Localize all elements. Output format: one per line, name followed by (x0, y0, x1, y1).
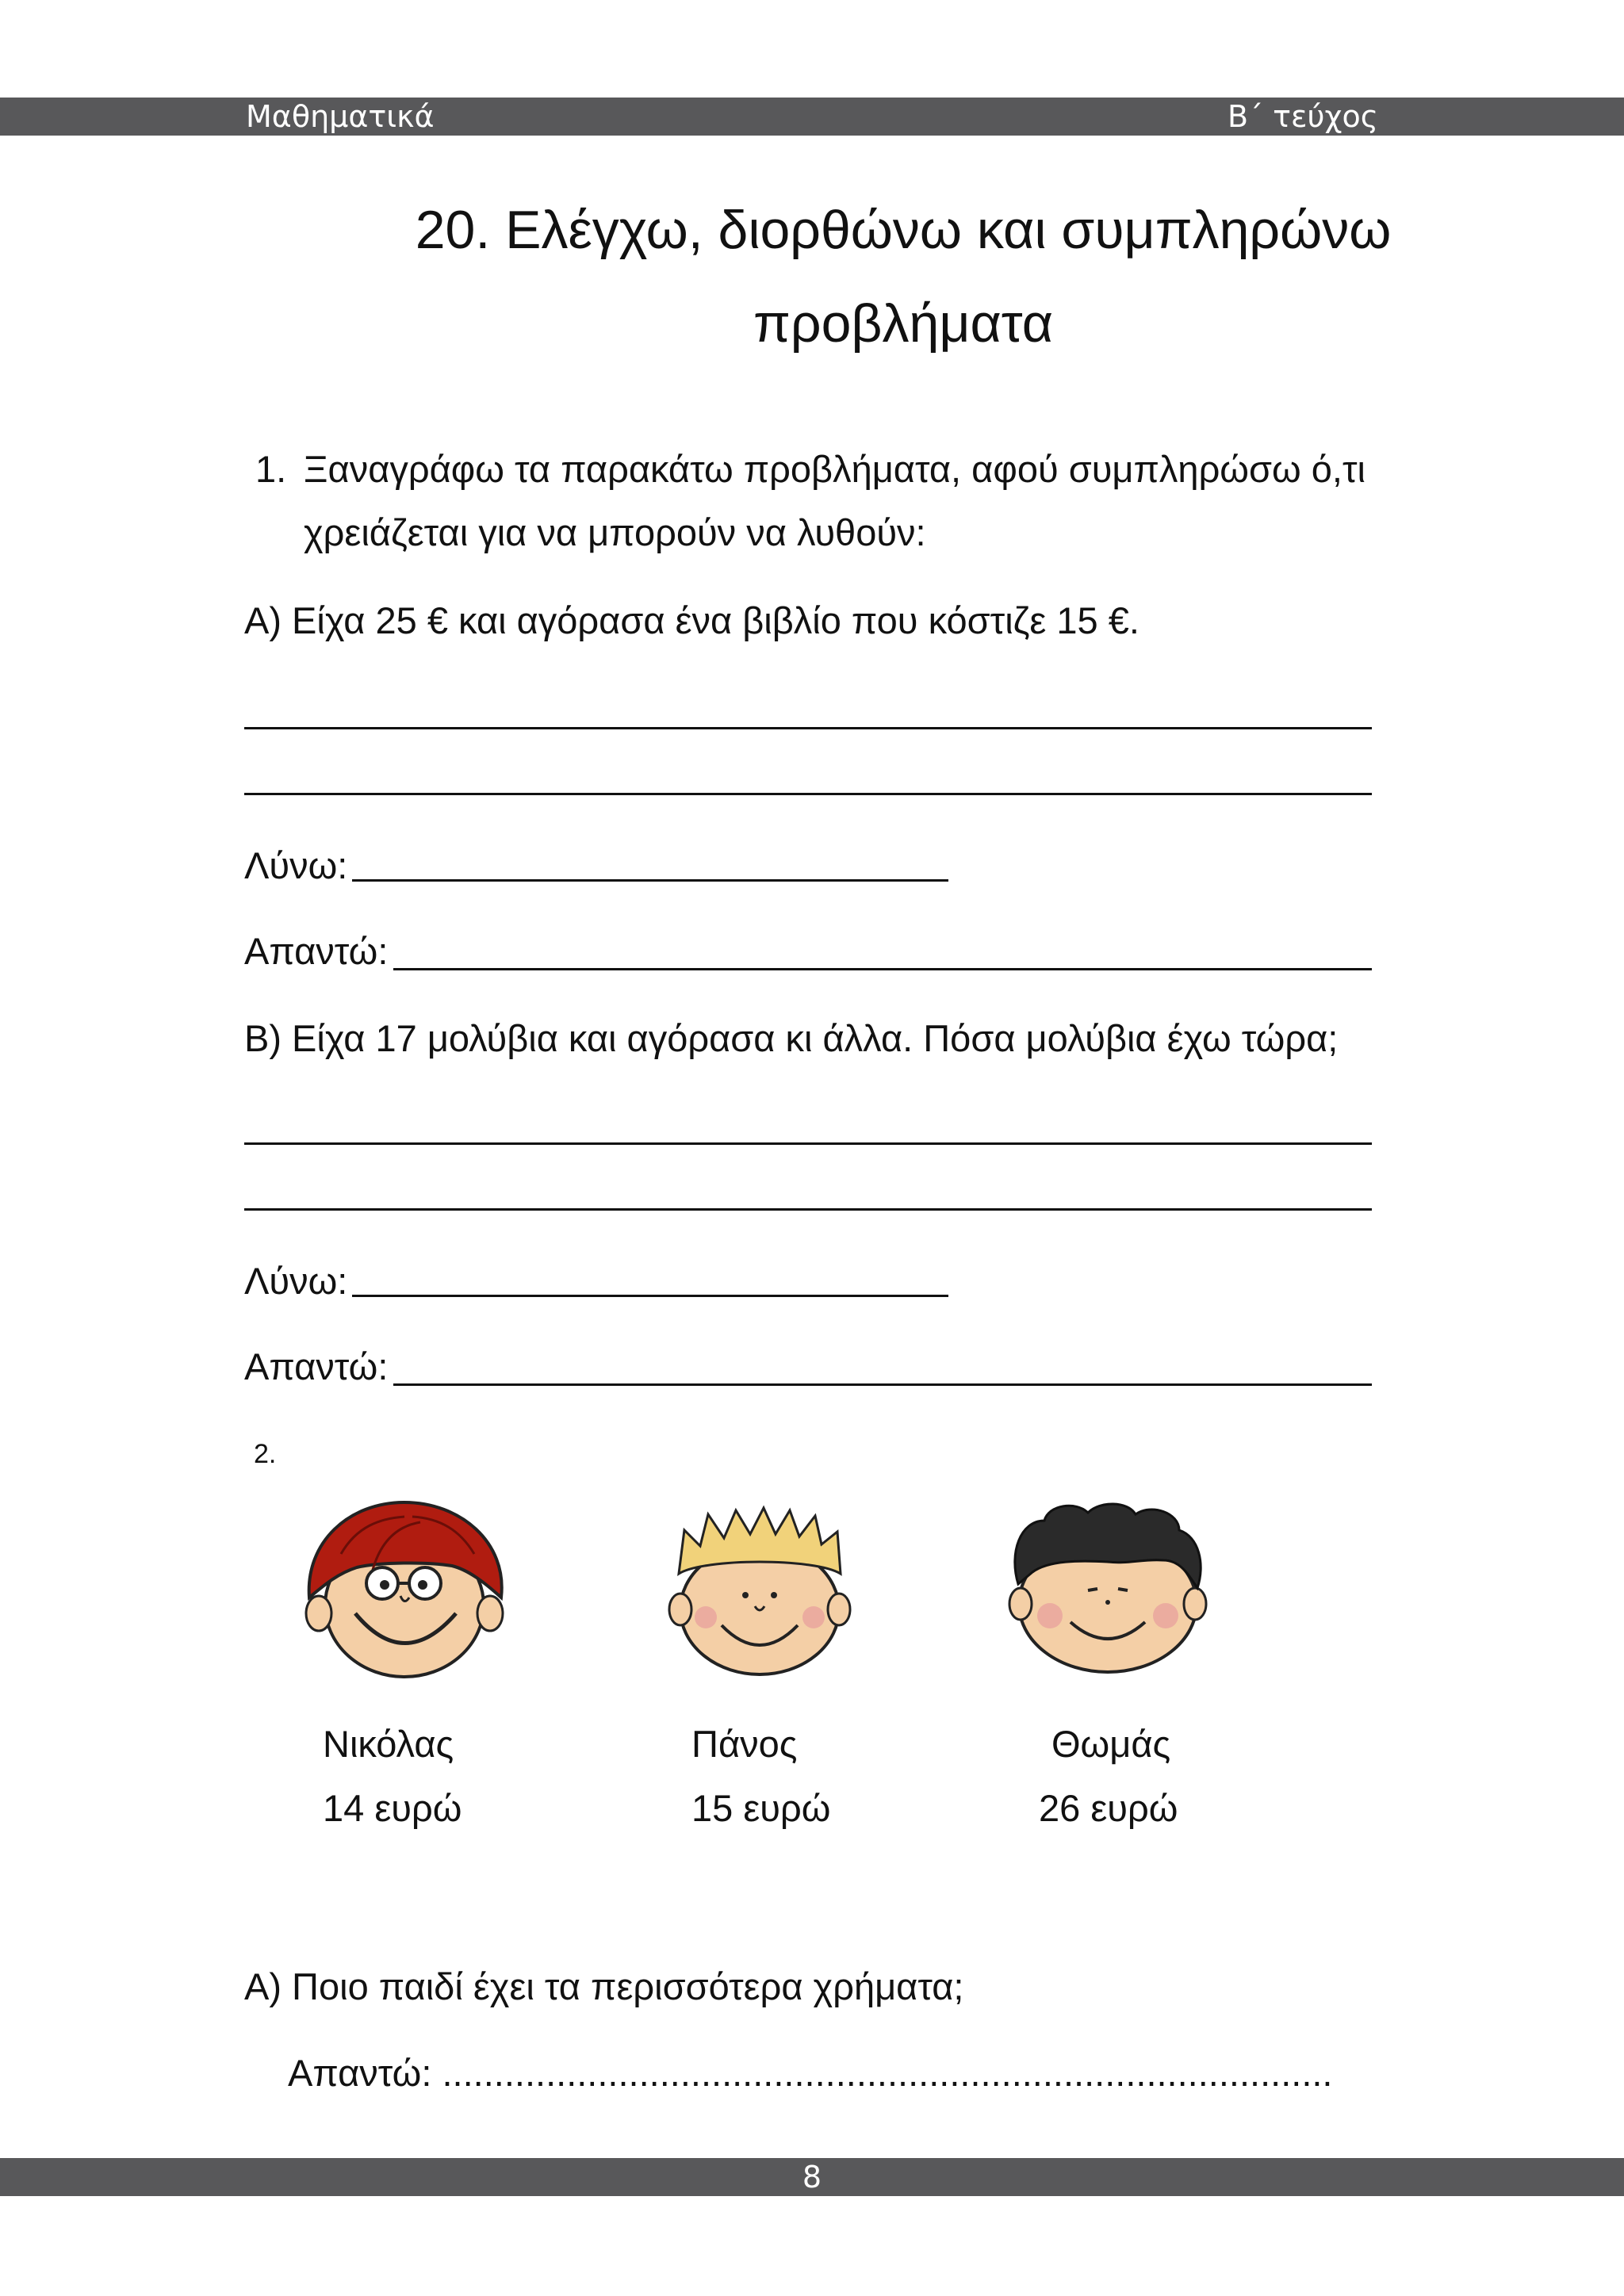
child-amount-nikolas: 14 ευρώ (323, 1787, 462, 1829)
child-amount-panos: 15 ευρώ (691, 1787, 831, 1829)
exercise1-instruction-line2: χρειάζεται για να μπορούν να λυθούν: (304, 511, 926, 553)
header-bar (0, 98, 1624, 136)
panos-face-icon (657, 1498, 863, 1681)
page-title-line1: 20. Ελέγχω, διορθώνω και συμπληρώνω (415, 200, 1392, 260)
exercise2-number: 2. (254, 1439, 277, 1469)
header-subject: Μαθηματικά (246, 99, 435, 134)
page-number: 8 (802, 2160, 822, 2195)
question-a-answer-dots[interactable]: Απαντώ: ...................................................................................... (288, 2052, 1333, 2094)
page-title-line2: προβλήματα (753, 293, 1054, 354)
problem-a-text: Α) Είχα 25 € και αγόρασα ένα βιβλίο που κόστιζε 15 €. (244, 599, 1139, 641)
problem-a-answer-label: Απαντώ: (244, 930, 389, 972)
thomas-face-icon (1001, 1497, 1215, 1679)
child-name-thomas: Θωμάς (1051, 1723, 1171, 1765)
problem-b-answer-line[interactable] (393, 1383, 1372, 1386)
problem-b-solve-label: Λύνω: (244, 1260, 348, 1302)
problem-b-solve-line[interactable] (352, 1295, 948, 1297)
problem-a-solve-label: Λύνω: (244, 844, 348, 886)
problem-b-answer-label: Απαντώ: (244, 1345, 389, 1387)
exercise1-number: 1. (255, 448, 287, 490)
child-name-panos: Πάνος (691, 1723, 798, 1765)
header-volume: Β΄ τεύχος (1227, 99, 1378, 134)
exercise1-instruction-line1: Ξαναγράφω τα παρακάτω προβλήματα, αφού συμπληρώσω ό,τι (304, 448, 1365, 490)
child-name-nikolas: Νικόλας (323, 1723, 454, 1765)
child-amount-thomas: 26 ευρώ (1039, 1787, 1178, 1829)
footer-bar (0, 2158, 1624, 2196)
question-a-text: Α) Ποιο παιδί έχει τα περισσότερα χρήματα; (244, 1965, 964, 2007)
problem-a-answer-line[interactable] (393, 968, 1372, 970)
problem-b-rewrite-line-1[interactable] (244, 1142, 1372, 1145)
problem-b-text: Β) Είχα 17 μολύβια και αγόρασα κι άλλα. Πόσα μολύβια έχω τώρα; (244, 1017, 1339, 1059)
nikolas-face-icon (293, 1494, 515, 1685)
problem-b-rewrite-line-2[interactable] (244, 1208, 1372, 1211)
problem-a-solve-line[interactable] (352, 879, 948, 882)
problem-a-rewrite-line-1[interactable] (244, 727, 1372, 729)
problem-a-rewrite-line-2[interactable] (244, 793, 1372, 795)
